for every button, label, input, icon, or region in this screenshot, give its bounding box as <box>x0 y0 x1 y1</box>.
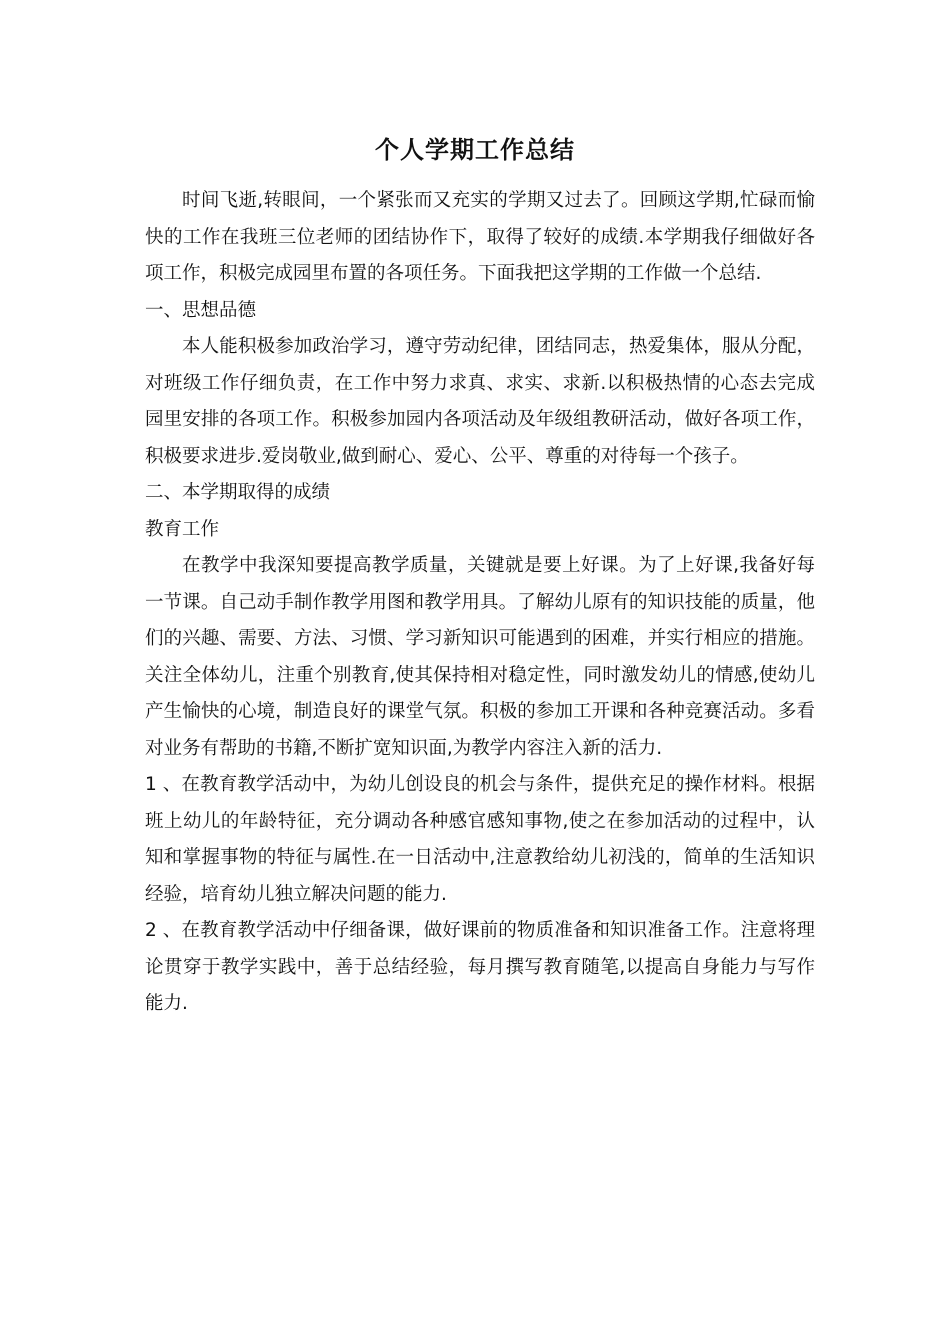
numbered-item-1: 1 、在教育教学活动中，为幼儿创设良的机会与条件，提供充足的操作材料。根据班上幼儿的年龄特征，充分调动各种感官感知事物,使之在参加活动的过程中，认知和掌握事物的特征与属性.在一日活动中,注意教给幼儿初浅的，简单的生活知识经验，培育幼儿独立解决问题的能力. <box>145 774 815 905</box>
ideology-paragraph: 本人能积极参加政治学习，遵守劳动纪律，团结同志，热爱集体，服从分配，对班级工作仔细负责，在工作中努力求真、求实、求新.以积极热情的心态去完成园里安排的各项工作。积极参加园内各项活动及年级组教研活动，做好各项工作，积极要求进步.爱岗敬业,做到耐心、爱心、公平、尊重的对待每一个孩子。 <box>145 336 815 467</box>
section-heading-ideology: 一、思想品德 <box>145 299 257 321</box>
document-title: 个人学期工作总结 <box>375 136 575 164</box>
intro-paragraph: 时间飞逝,转眼间，一个紧张而又充实的学期又过去了。回顾这学期,忙碌而愉快的工作在我班三位老师的团结协作下，取得了较好的成绩.本学期我仔细做好各项工作，积极完成园里布置的各项任务。下面我把这学期的工作做一个总结. <box>145 190 815 284</box>
numbered-item-2: 2 、在教育教学活动中仔细备课，做好课前的物质准备和知识准备工作。注意将理论贯穿于教学实践中，善于总结经验，每月撰写教育随笔,以提高自身能力与写作能力. <box>145 920 815 1014</box>
education-paragraph: 在教学中我深知要提高教学质量，关键就是要上好课。为了上好课,我备好每一节课。自己动手制作教学用图和教学用具。了解幼儿原有的知识技能的质量，他们的兴趣、需要、方法、习惯、学习新知识可能遇到的困难，并实行相应的措施。关注全体幼儿，注重个别教育,使其保持相对稳定性，同时激发幼儿的情感,使幼儿产生愉快的心境，制造良好的课堂气氛。积极的参加工开课和各种竞赛活动。多看对业务有帮助的书籍,不断扩宽知识面,为教学内容注入新的活力. <box>145 555 815 759</box>
section-heading-achievements: 二、本学期取得的成绩 <box>145 482 331 503</box>
subsection-heading-education: 教育工作 <box>145 518 220 540</box>
document-body <box>145 183 815 1023</box>
